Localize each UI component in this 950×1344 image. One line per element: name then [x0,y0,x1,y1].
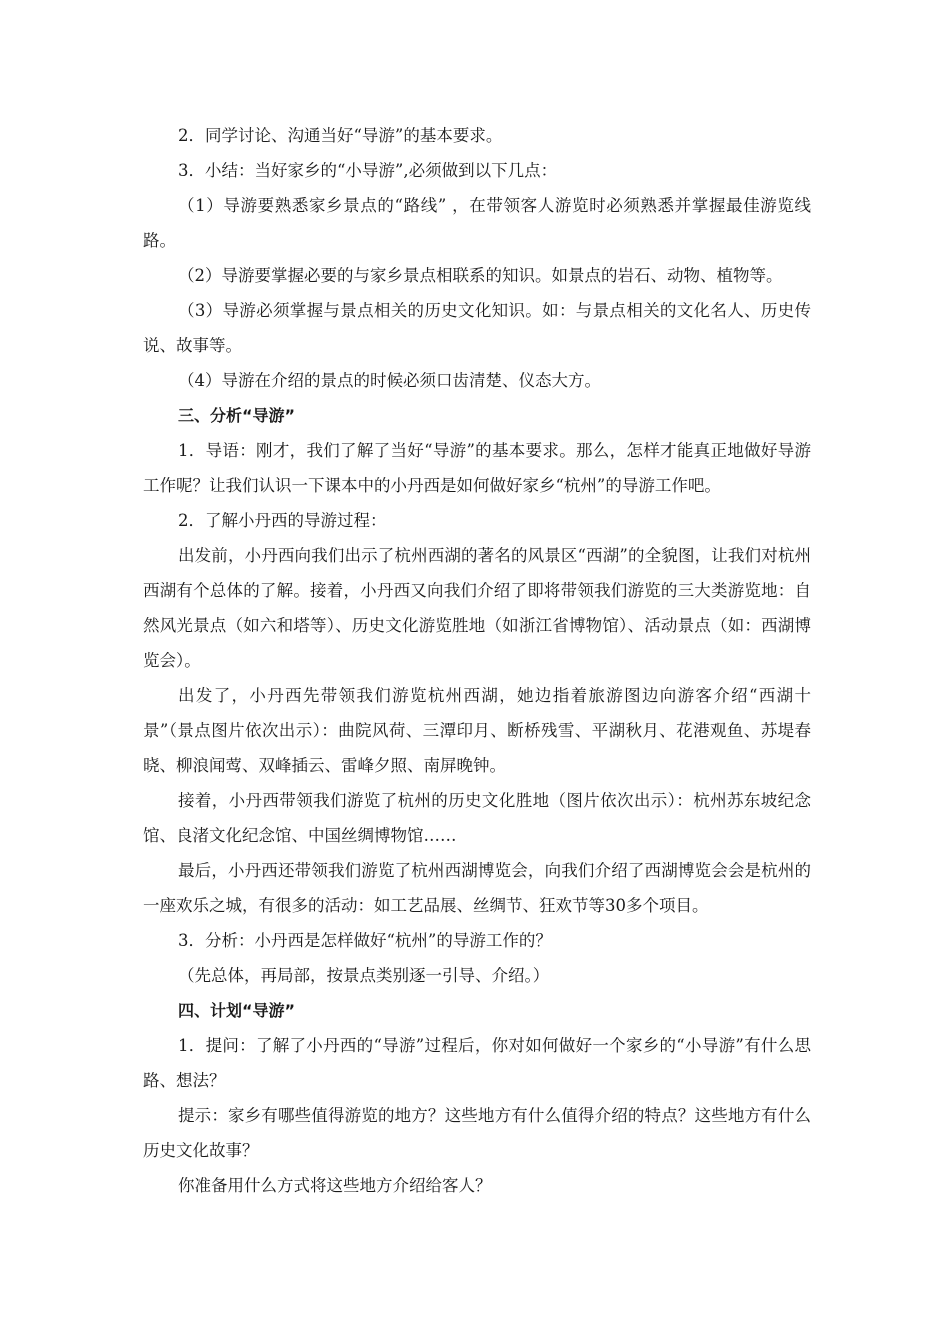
paragraph: 1．提问：了解了小丹西的“导游”过程后，你对如何做好一个家乡的“小导游”有什么思路、想法？ [143,1036,811,1090]
paragraph: （4）导游在介绍的景点的时候必须口齿清楚、仪态大方。 [178,371,601,390]
paragraph: 你准备用什么方式将这些地方介绍给客人？ [178,1176,492,1195]
paragraph: 出发了，小丹西先带领我们游览杭州西湖，她边指着旅游图边向游客介绍“西湖十景”（景点图片依次出示）：曲院风荷、三潭印月、断桥残雪、平湖秋月、花港观鱼、苏堤春晓、柳浪闻莺、双峰插云、雷峰夕照、南屏晚钟。 [143,686,811,775]
paragraph: 提示：家乡有哪些值得游览的地方？这些地方有什么值得介绍的特点？这些地方有什么历史文化故事？ [143,1106,811,1160]
paragraph: 最后，小丹西还带领我们游览了杭州西湖博览会，向我们介绍了西湖博览会会是杭州的一座欢乐之城，有很多的活动：如工艺品展、丝绸节、狂欢节等30多个项目。 [143,861,811,915]
paragraph: 2．了解小丹西的导游过程： [178,511,387,530]
paragraph: 3．分析：小丹西是怎样做好“杭州”的导游工作的？ [178,931,552,950]
paragraph: 1．导语：刚才，我们了解了当好“导游”的基本要求。那么，怎样才能真正地做好导游工作呢？让我们认识一下课本中的小丹西是如何做好家乡“杭州”的导游工作吧。 [143,441,811,495]
paragraph: 2．同学讨论、沟通当好“导游”的基本要求。 [178,126,503,145]
section-heading: 四、计划“导游” [178,1001,296,1020]
paragraph: 出发前，小丹西向我们出示了杭州西湖的著名的风景区“西湖”的全貌图，让我们对杭州西湖有个总体的了解。接着，小丹西又向我们介绍了即将带领我们游览的三大类游览地：自然风光景点（如六和塔等）、历史文化游览胜地（如浙江省博物馆）、活动景点（如：西湖博览会）。 [143,546,811,670]
paragraph: 3．小结：当好家乡的“小导游”,必须做到以下几点： [178,161,558,180]
paragraph: （1）导游要熟悉家乡景点的“路线” ，在带领客人游览时必须熟悉并掌握最佳游览线路。 [143,196,811,250]
paragraph: （3）导游必须掌握与景点相关的历史文化知识。如：与景点相关的文化名人、历史传说、故事等。 [143,301,811,355]
document-body [143,118,811,1203]
section-heading: 三、分析“导游” [178,406,296,425]
paragraph: （2）导游要掌握必要的与家乡景点相联系的知识。如景点的岩石、动物、植物等。 [178,266,783,285]
paragraph: （先总体，再局部，按景点类别逐一引导、介绍。） [178,966,550,985]
paragraph: 接着，小丹西带领我们游览了杭州的历史文化胜地（图片依次出示）：杭州苏东坡纪念馆、良渚文化纪念馆、中国丝绸博物馆…… [143,791,811,845]
